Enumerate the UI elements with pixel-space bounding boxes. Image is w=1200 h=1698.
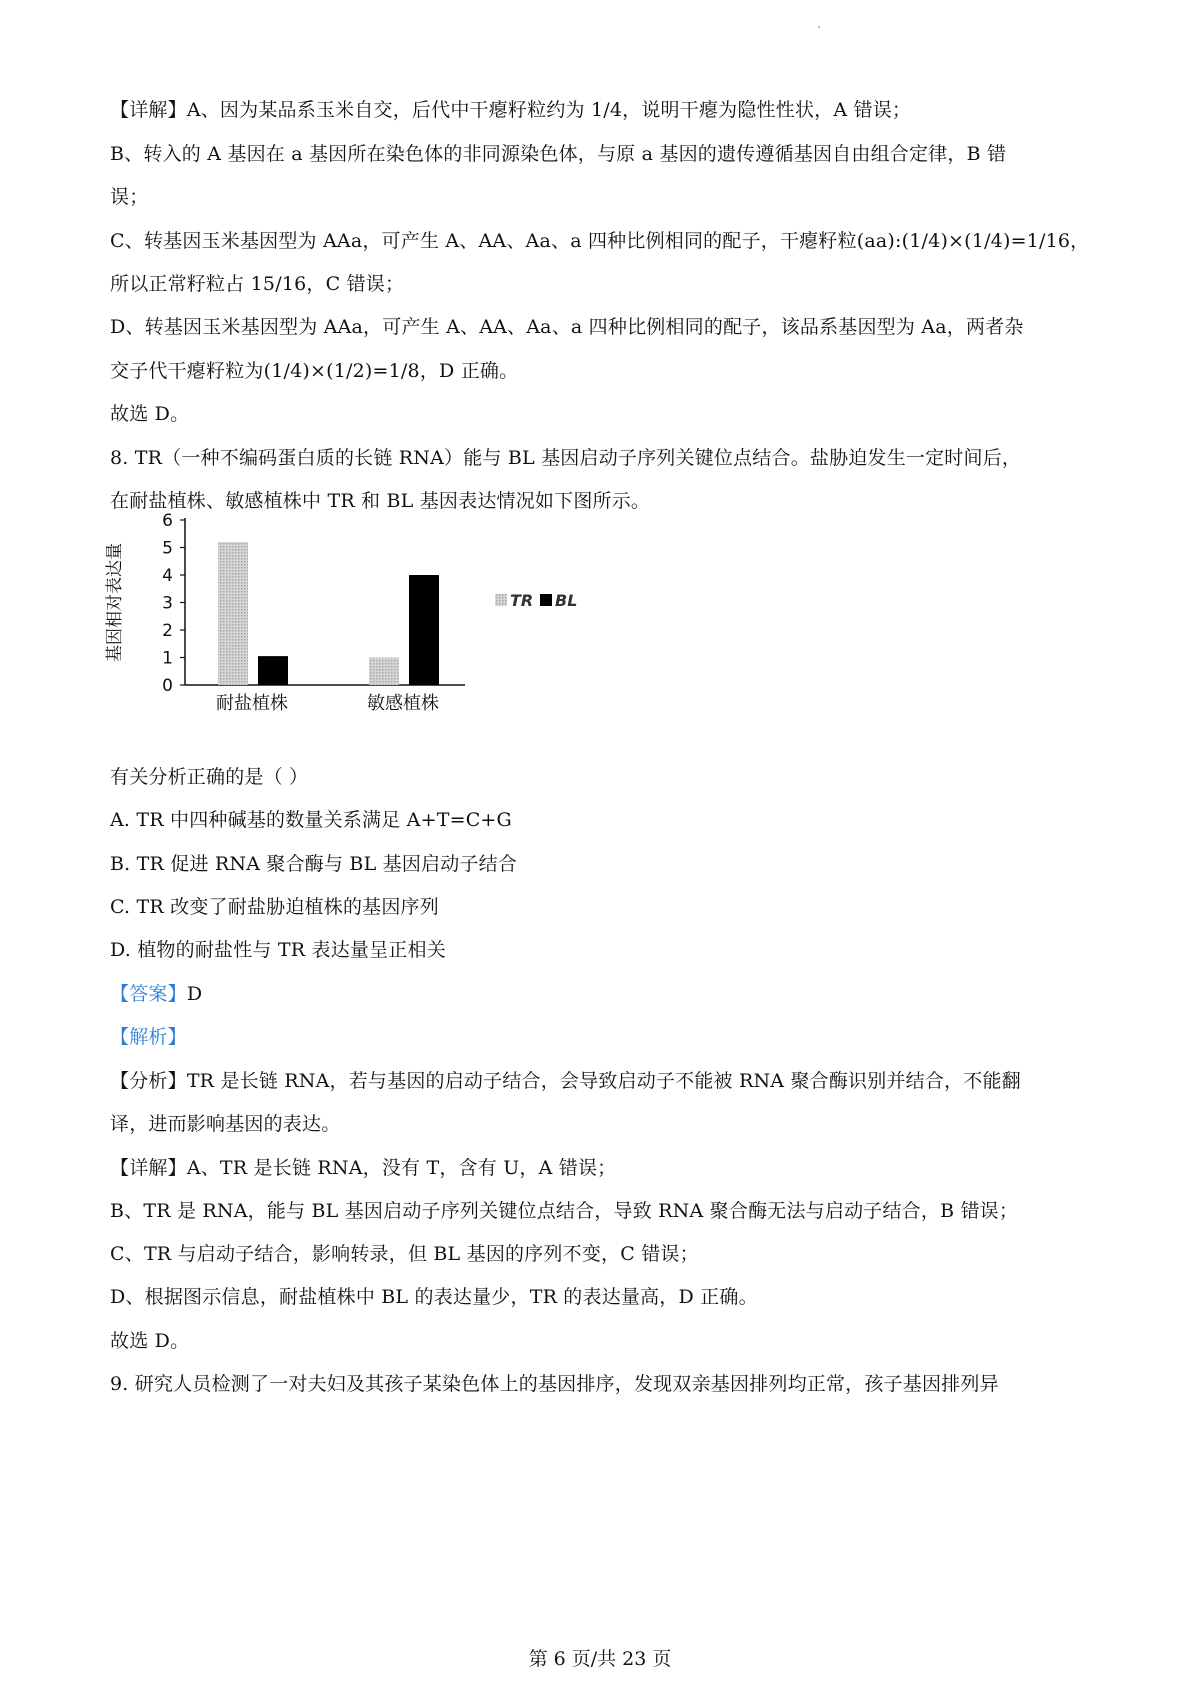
text-line	[110, 1198, 1018, 1224]
y-axis-label: 基因相对表达量	[105, 543, 125, 662]
section-label: 【解析】	[110, 1026, 187, 1048]
scan-speck	[818, 26, 820, 28]
line-text: 故选 D。	[110, 1330, 190, 1352]
line-text: B、转入的 A 基因在 a 基因所在染色体的非同源染色体，与原 a 基因的遗传遵循基因自由组合定律，B 错	[110, 143, 1007, 165]
text-line	[110, 1328, 189, 1354]
text-line	[110, 488, 650, 514]
text-line	[110, 807, 512, 833]
line-text: D. 植物的耐盐性与 TR 表达量呈正相关	[110, 939, 446, 961]
legend-swatch-bl	[540, 594, 552, 606]
text-line	[110, 981, 202, 1007]
section-label: 【详解】	[110, 99, 187, 121]
section-label: 【分析】	[110, 1070, 187, 1092]
y-tick-label: 2	[162, 621, 173, 641]
line-text: 误；	[110, 186, 149, 208]
text-line	[110, 1155, 616, 1181]
line-text: A. TR 中四种碱基的数量关系满足 A+T=C+G	[110, 809, 512, 831]
text-line	[110, 894, 439, 920]
legend-label: TR	[510, 591, 534, 610]
text-line	[110, 141, 1006, 167]
line-text: 有关分析正确的是（ ）	[110, 766, 309, 788]
text-line	[110, 1068, 1021, 1094]
line-text: C、转基因玉米基因型为 AAa，可产生 A、AA、Aa、a 四种比例相同的配子，干瘪籽粒(aa):(1/4)×(1/4)=1/16，	[110, 230, 1090, 252]
x-category-label: 耐盐植株	[216, 693, 288, 714]
bar-bl	[409, 575, 439, 685]
text-line	[110, 228, 1089, 254]
line-text: B、TR 是 RNA，能与 BL 基因启动子序列关键位点结合，导致 RNA 聚合酶无法与启动子结合，B 错误；	[110, 1200, 1019, 1222]
text-line	[110, 1284, 758, 1310]
line-text: B. TR 促进 RNA 聚合酶与 BL 基因启动子结合	[110, 853, 518, 875]
y-tick-label: 1	[162, 648, 173, 669]
line-text: TR 是长链 RNA，若与基因的启动子结合，会导致启动子不能被 RNA 聚合酶识别并结合，不能翻	[186, 1070, 1021, 1092]
text-line	[110, 401, 189, 427]
line-text: D、转基因玉米基因型为 AAa，可产生 A、AA、Aa、a 四种比例相同的配子，该品系基因型为 Aa，两者杂	[110, 316, 1024, 338]
y-tick-label: 6	[162, 511, 173, 531]
line-text: D	[186, 983, 203, 1005]
line-text: 所以正常籽粒占 15/16，C 错误；	[110, 273, 405, 295]
line-text: 故选 D。	[110, 403, 190, 425]
bar-bl	[258, 656, 288, 685]
y-tick-label: 0	[162, 676, 173, 696]
line-text: C. TR 改变了耐盐胁迫植株的基因序列	[110, 896, 439, 918]
legend-swatch-tr	[495, 594, 507, 606]
text-line	[110, 1024, 187, 1050]
line-text: 8. TR（一种不编码蛋白质的长链 RNA）能与 BL 基因启动子序列关键位点结合。盐胁迫发生一定时间后，	[110, 447, 1022, 469]
line-text: C、TR 与启动子结合，影响转录，但 BL 基因的序列不变，C 错误；	[110, 1243, 699, 1265]
text-line	[110, 314, 1024, 340]
text-line	[110, 445, 1021, 471]
line-text: A、因为某品系玉米自交，后代中干瘪籽粒约为 1/4，说明干瘪为隐性性状，A 错误；	[186, 99, 912, 121]
text-line	[110, 1371, 999, 1397]
y-tick-label: 4	[162, 566, 173, 586]
line-text: 在耐盐植株、敏感植株中 TR 和 BL 基因表达情况如下图所示。	[110, 490, 651, 512]
section-label: 【答案】	[110, 983, 187, 1005]
text-line	[110, 937, 446, 963]
line-text: 9. 研究人员检测了一对夫妇及其孩子某染色体上的基因排序，发现双亲基因排列均正常，孩子基因排列异	[110, 1373, 999, 1395]
text-line	[110, 358, 518, 384]
text-line	[110, 184, 148, 210]
text-line	[110, 1111, 340, 1137]
legend-label: BL	[555, 591, 578, 610]
x-category-label: 敏感植株	[367, 693, 439, 714]
bar-tr	[369, 658, 399, 686]
bar-tr	[218, 542, 248, 685]
line-text: A、TR 是长链 RNA，没有 T，含有 U，A 错误；	[186, 1157, 617, 1179]
y-tick-label: 3	[162, 593, 173, 614]
text-line	[110, 271, 404, 297]
line-text: 交子代干瘪籽粒为(1/4)×(1/2)=1/8，D 正确。	[110, 360, 519, 382]
section-label: 【详解】	[110, 1157, 187, 1179]
text-line	[110, 1241, 699, 1267]
line-text: 译，进而影响基因的表达。	[110, 1113, 341, 1135]
line-text: D、根据图示信息，耐盐植株中 BL 的表达量少，TR 的表达量高，D 正确。	[110, 1286, 758, 1308]
page-footer: 第 6 页/共 23 页	[528, 1648, 672, 1670]
text-line	[110, 764, 308, 790]
text-line	[110, 851, 517, 877]
y-tick-label: 5	[162, 538, 173, 559]
text-line	[110, 97, 911, 123]
